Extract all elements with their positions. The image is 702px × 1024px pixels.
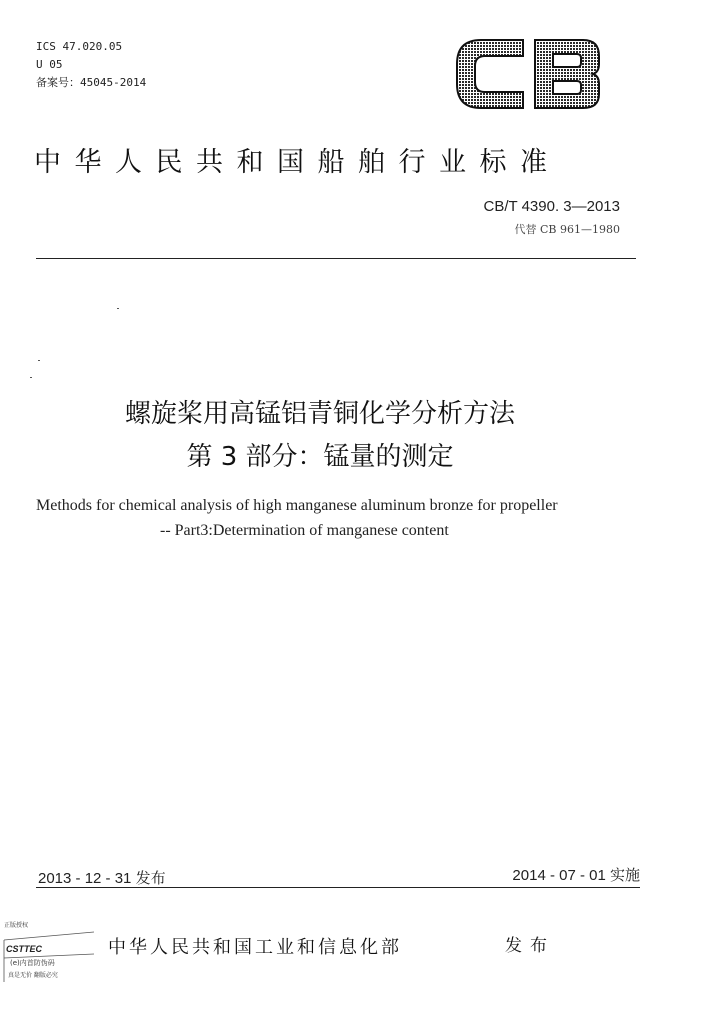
scan-speck [117,308,119,309]
scan-speck [38,360,40,361]
replaces-standard: 代替 CB 961—1980 [514,223,620,236]
standard-code: CB/T 4390. 3—2013 [483,198,620,215]
stamp-logo: CSTTEC [6,944,42,954]
issue-label: 发布 [505,936,555,956]
footer-rule [36,887,640,888]
title-english-line2: -- Part3:Determination of manganese content [160,522,449,539]
stamp-line2: (e)内首防伪码 [10,959,55,967]
stamp-line3: 真是无价 翻版必究 [8,972,58,979]
title-chinese-line1: 螺旋桨用高锰铝青铜化学分析方法 [124,399,515,429]
standard-category: 中华人民共和国船舶行业标准 [34,147,561,178]
issuing-authority: 中华人民共和国工业和信息化部 [108,937,402,958]
stamp-border [2,920,98,984]
anti-counterfeit-stamp [2,920,98,984]
implement-date: 2014 - 07 - 01 实施 [512,867,640,884]
ics-code: ICS 47.020.05 [36,40,123,53]
title-chinese-line2: 第 3 部分：锰量的测定 [186,442,454,472]
title-english-line1: Methods for chemical analysis of high manganese aluminum bronze for propeller [36,497,558,514]
record-number: 备案号：45045-2014 [36,76,147,89]
classification-code: U 05 [36,58,63,71]
stamp-line1: 正版授权 [4,922,29,929]
header-rule [36,258,636,259]
publish-date: 2013 - 12 - 31 发布 [38,870,166,887]
scan-speck [30,377,32,378]
cb-logo [453,36,603,112]
